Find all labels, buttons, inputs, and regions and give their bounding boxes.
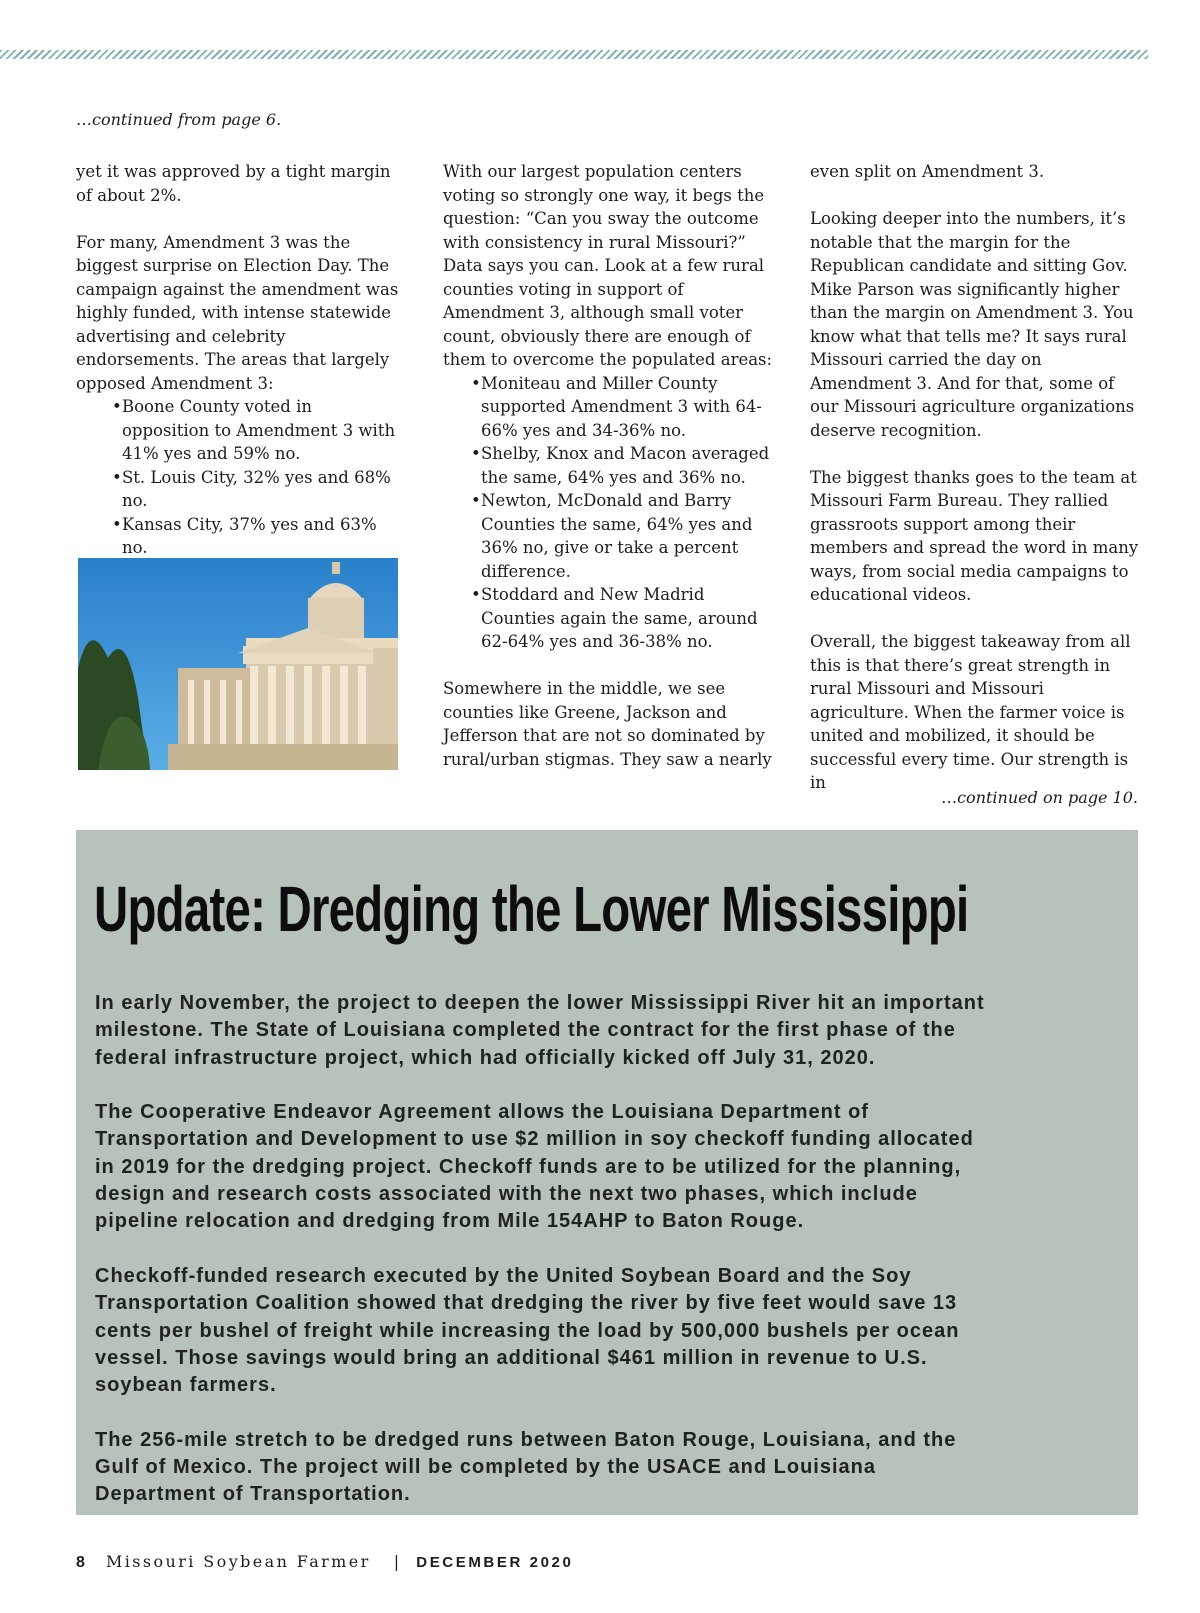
article-column-1 — [76, 160, 401, 560]
dredging-sidebar — [76, 830, 1138, 1515]
footer-separator: | — [393, 1552, 402, 1571]
list-item: • Kansas City, 37% yes and 63% no. — [122, 513, 401, 560]
paragraph: even split on Amendment 3. — [810, 162, 1045, 181]
paragraph: yet it was approved by a tight margin of about 2%. — [76, 162, 391, 205]
capitol-photo — [78, 558, 398, 770]
magazine-name: Missouri Soybean Farmer — [106, 1552, 371, 1571]
issue-date: DECEMBER 2020 — [416, 1554, 574, 1571]
paragraph: Somewhere in the middle, we see counties like Greene, Jackson and Jefferson that are not so dominated by rural/urban stigmas. They saw a nearly — [443, 679, 772, 769]
article-column-2 — [443, 160, 773, 771]
sidebar-title: Update: Dredging the Lower Mississippi — [94, 873, 969, 945]
sidebar-body — [95, 990, 995, 1509]
list-item: • Boone County voted in opposition to Amendment 3 with 41% yes and 59% no. — [122, 395, 401, 466]
sidebar-paragraph: The 256-mile stretch to be dredged runs between Baton Rouge, Louisiana, and the Gulf of Mexico. The project will be completed by the USACE and Louisiana Department of Transportation. — [95, 1428, 957, 1506]
list-item: • St. Louis City, 32% yes and 68% no. — [122, 466, 401, 513]
paragraph: With our largest population centers voting so strongly one way, it begs the question: “Can you sway the outcome with consistency in rural Missouri?” Data says you can. Look at a few rural counties voting in support of Amendment 3, although small voter count, obviously there are enough of them to overcome the populated areas: — [443, 162, 773, 369]
continued-on-note: …continued on page 10. — [941, 788, 1138, 807]
list-item: • Shelby, Knox and Macon averaged the same, 64% yes and 36% no. — [481, 442, 773, 489]
continued-from-note: …continued from page 6. — [76, 110, 282, 129]
paragraph: Overall, the biggest takeaway from all this is that there’s great strength in rural Missouri and Missouri agriculture. When the farmer voice is united and mobilized, it should be successful every time. Our strength is in — [810, 632, 1131, 792]
header-stripe — [0, 50, 1148, 59]
bullet-list — [122, 395, 401, 560]
paragraph: Looking deeper into the numbers, it’s notable that the margin for the Republican candidate and sitting Gov. Mike Parson was significantly higher than the margin on Amendment 3. You know what that tells me? It says rural Missouri carried the day on Amendment 3. And for that, some of our Missouri agriculture organizations deserve recognition. — [810, 209, 1135, 440]
sidebar-paragraph: The Cooperative Endeavor Agreement allows the Louisiana Department of Transportation and Development to use $2 million in soy checkoff funding allocated in 2019 for the dredging project. Checkoff funds are to be utilized for the planning, design and research costs associated with the next two phases, which include pipeline relocation and dredging from Mile 154AHP to Baton Rouge. — [95, 1101, 974, 1233]
list-item: • Moniteau and Miller County supported Amendment 3 with 64-66% yes and 34-36% no. — [481, 372, 773, 443]
sidebar-paragraph: Checkoff-funded research executed by the United Soybean Board and the Soy Transportation Coalition showed that dredging the river by five feet would save 13 cents per bushel of freight while increasing the load by 500,000 bushels per ocean vessel. Those savings would bring an additional $461 million in revenue to U.S. soybean farmers. — [95, 1264, 960, 1397]
page-footer — [76, 1552, 573, 1572]
page-number: 8 — [76, 1554, 85, 1571]
list-item: • Stoddard and New Madrid Counties again the same, around 62-64% yes and 36-38% no. — [481, 583, 773, 654]
bullet-list — [481, 372, 773, 654]
article-column-3 — [810, 160, 1140, 795]
list-item: • Newton, McDonald and Barry Counties the same, 64% yes and 36% no, give or take a percent difference. — [481, 489, 773, 583]
paragraph: For many, Amendment 3 was the biggest surprise on Election Day. The campaign against the amendment was highly funded, with intense statewide advertising and celebrity endorsements. The areas that largely opposed Amendment 3: — [76, 232, 399, 393]
paragraph: The biggest thanks goes to the team at Missouri Farm Bureau. They rallied grassroots support among their members and spread the word in many ways, from social media campaigns to educational videos. — [810, 467, 1139, 604]
sidebar-paragraph: In early November, the project to deepen the lower Mississippi River hit an important milestone. The State of Louisiana completed the contract for the first phase of the federal infrastructure project, which had officially kicked off July 31, 2020. — [95, 992, 985, 1069]
